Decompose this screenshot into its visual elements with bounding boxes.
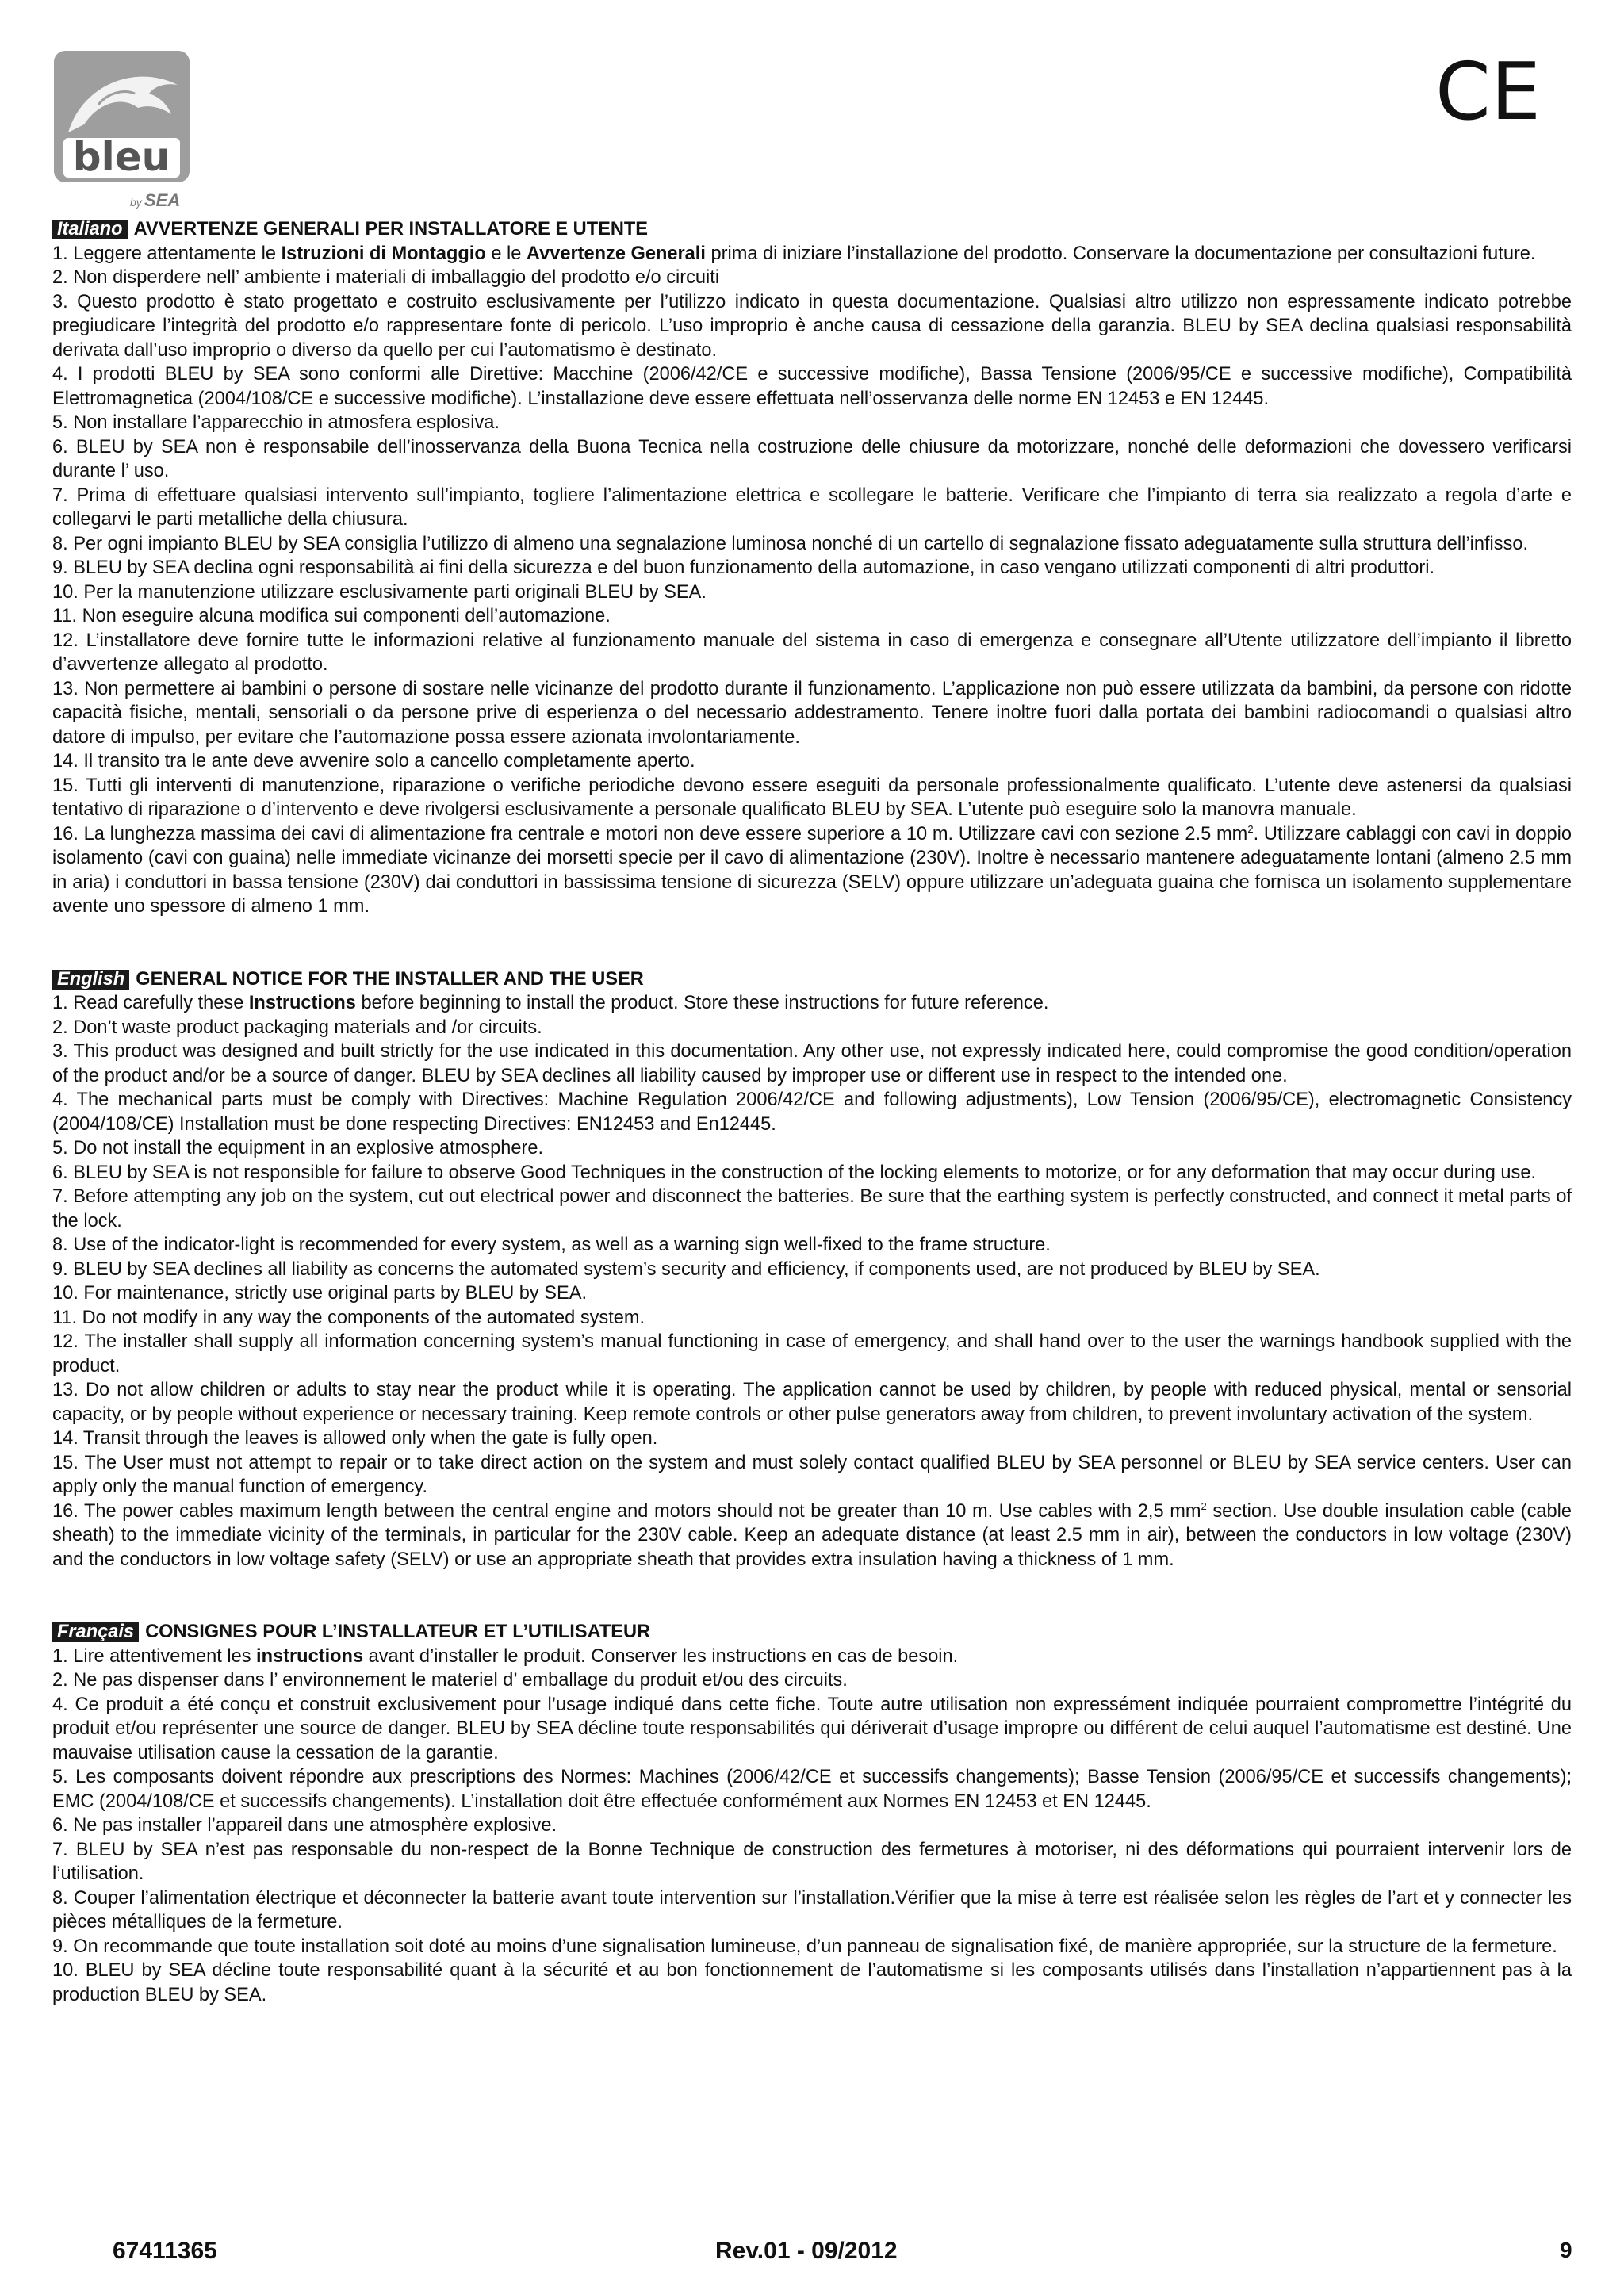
- section-title: CONSIGNES POUR L’INSTALLATEUR ET L’UTILISATEUR: [145, 1622, 651, 1642]
- notice-item: 11. Do not modify in any way the components of the automated system.: [52, 1307, 645, 1328]
- text-run: before beginning to install the product. Store these instructions for future reference.: [355, 993, 1049, 1013]
- ce-mark: [1435, 45, 1542, 138]
- notice-item: [52, 1645, 1572, 1669]
- language-badge: English: [52, 970, 129, 990]
- notice-item: [52, 822, 1572, 919]
- notice-item: 2. Don’t waste product packaging materials and /or circuits.: [52, 1017, 542, 1038]
- notice-item: [52, 1499, 1572, 1572]
- notice-item: 12. The installer shall supply all information concerning system’s manual functioning in case of emergency, and shall hand over to the user the warnings handbook supplied with the product.: [52, 1331, 1572, 1377]
- section-title: GENERAL NOTICE FOR THE INSTALLER AND THE USER: [136, 968, 644, 990]
- document-body: [52, 217, 1572, 2007]
- superscript: 2: [1247, 822, 1254, 835]
- section-heading: [52, 967, 1572, 992]
- ce-mark-text: CE: [1435, 45, 1542, 138]
- notice-item: 3. This product was designed and built strictly for the use indicated in this documentation. Any other use, not expressly indicated here, could compromise the good condition/operation of the product and/or be a source of danger. BLEU by SEA declines all liability caused by improper use or different use in respect to the intended one.: [52, 1041, 1572, 1086]
- section-heading: [52, 217, 1572, 242]
- notice-item: 6. BLEU by SEA non è responsabile dell’inosservanza della Buona Tecnica nella costruzione delle chiusure da motorizzare, nonché delle deformazioni che dovessero verificarsi durante l’ uso.: [52, 436, 1572, 481]
- notice-item: [52, 991, 1572, 1016]
- notice-item: 3. Questo prodotto è stato progettato e costruito esclusivamente per l’utilizzo indicato in questa documentazione. Qualsiasi altro utilizzo non espressamente indicato potrebbe pregiudicare l’integrità del prodotto e/o rappresentare fonte di pericolo. L’uso improprio è anche causa di cessazione della garanzia. BLEU by SEA declina qualsiasi responsabilità derivata dall’uso improprio o diverso da quello per cui l’automatismo è destinato.: [52, 291, 1572, 361]
- notice-item: 7. BLEU by SEA n’est pas responsable du non-respect de la Bonne Technique de construction des fermetures à motoriser, ni des déformations qui pourraient intervenir lors de l’utilisation.: [52, 1839, 1572, 1884]
- bleu-by-sea-logo: [52, 49, 191, 212]
- logo-by-text: by: [130, 196, 142, 209]
- emphasis-text: Instructions: [248, 993, 356, 1013]
- notice-item: 2. Ne pas dispenser dans l’ environnement le materiel d’ emballage du produit et/ou des circuits.: [52, 1670, 848, 1691]
- notice-item: [52, 242, 1572, 266]
- text-run: e le: [485, 243, 527, 264]
- notice-item: 7. Prima di effettuare qualsiasi intervento sull’impianto, togliere l’alimentazione elettrica e scollegare le batterie. Verificare che l’impianto di terra sia realizzato a regola d’arte e collegarvi le parti metalliche della chiusura.: [52, 484, 1572, 530]
- notice-item: 5. Do not install the equipment in an explosive atmosphere.: [52, 1138, 544, 1158]
- notice-item: 4. I prodotti BLEU by SEA sono conformi alle Direttive: Macchine (2006/42/CE e successive modifiche), Bassa Tensione (2006/95/CE e successive modifiche), Compatibilità Elettromagnetica (2004/108/CE e successive modifiche). L’installazione deve essere effettuata nell’osservanza delle norme EN 12453 e EN 12445.: [52, 364, 1572, 409]
- text-run: section. Use double insulation cable (cable sheath) to the immediate vicinity of the terminals, in particular for the 230V cable. Keep an adequate distance (at least 2.5 mm in air), between the conductors in low voltage (230V) and the conductors in low voltage safety (SELV) or use an appropriate sheath that provides extra insulation having a thickness of 1 mm.: [52, 1500, 1572, 1570]
- section-français: [52, 1620, 1572, 2007]
- notice-item: 10. BLEU by SEA décline toute responsabilité quant à la sécurité et au bon fonctionnement de l’automatisme si les composants utilisés dans l’installation n’appartiennent pas à la production BLEU by SEA.: [52, 1960, 1572, 2005]
- language-badge: Italiano: [52, 220, 128, 239]
- section-english: [52, 967, 1572, 1572]
- notice-item: 11. Non eseguire alcuna modifica sui componenti dell’automazione.: [52, 606, 611, 626]
- text-run: 16. La lunghezza massima dei cavi di alimentazione fra centrale e motori non deve essere superiore a 10 m. Utilizzare cavi con sezione 2.5 mm: [52, 823, 1248, 844]
- notice-item: 8. Use of the indicator-light is recommended for every system, as well as a warning sign well-fixed to the frame structure.: [52, 1235, 1051, 1255]
- page-number: 9: [1560, 2238, 1572, 2262]
- text-run: 1. Lire attentivement les: [52, 1645, 257, 1667]
- emphasis-text: instructions: [256, 1645, 364, 1667]
- emphasis-text: Avvertenze Generali: [526, 243, 706, 264]
- notice-item: 15. Tutti gli interventi di manutenzione, riparazione o verifiche periodiche devono essere eseguiti da personale professionalmente qualificato. L’utente deve astenersi da qualsiasi tentativo di riparazione o d’intervento e deve rivolgersi esclusivamente a personale qualificato BLEU by SEA. L’utente può eseguire solo la manovra manuale.: [52, 775, 1572, 820]
- notice-item: 13. Do not allow children or adults to stay near the product while it is operating. The application cannot be used by children, by people with reduced physical, mental or sensorial capacity, or by people without experience or necessary training. Keep remote controls or other pulse generators away from children, to prevent involuntary activation of the system.: [52, 1380, 1572, 1425]
- notice-item: 14. Transit through the leaves is allowed only when the gate is fully open.: [52, 1428, 658, 1449]
- emphasis-text: Istruzioni di Montaggio: [281, 243, 486, 264]
- text-run: prima di iniziare l’installazione del prodotto. Conservare la documentazione per consultazioni future.: [705, 243, 1536, 264]
- document-code: 67411365: [113, 2238, 217, 2264]
- notice-item: 2. Non disperdere nell’ ambiente i materiali di imballaggio del prodotto e/o circuiti: [52, 267, 720, 288]
- notice-item: 4. Ce produit a été conçu et construit exclusivement pour l’usage indiqué dans cette fiche. Toute autre utilisation non expressément indiquée pourraient compromettre l’intégrité du produit et/ou représenter une source de danger. BLEU by SEA décline toute responsabilités qui dériverait d’usage impropre ou différent de celui auquel l’automatisme est destiné. Une mauvaise utilisation cause la cessation de la garantie.: [52, 1694, 1572, 1764]
- notice-item: 10. Per la manutenzione utilizzare esclusivamente parti originali BLEU by SEA.: [52, 581, 707, 603]
- section-italiano: [52, 217, 1572, 919]
- notice-item: 8. Per ogni impianto BLEU by SEA consiglia l’utilizzo di almeno una segnalazione luminosa nonché di un cartello di segnalazione fissato adeguatamente sulla struttura dell’infisso.: [52, 533, 1529, 554]
- notice-item: 4. The mechanical parts must be comply with Directives: Machine Regulation 2006/42/CE and following adjustments), Low Tension (2006/95/CE), electromagnetic Consistency (2004/108/CE) Installation must be done respecting Directives: EN12453 and En12445.: [52, 1090, 1572, 1135]
- notice-item: 5. Non installare l’apparecchio in atmosfera esplosiva.: [52, 412, 500, 433]
- logo-brand-text: bleu: [72, 134, 170, 180]
- notice-item: 9. BLEU by SEA declina ogni responsabilità ai fini della sicurezza e del buon funzionamento della automazione, in caso vengano utilizzati componenti di altri produttori.: [52, 557, 1435, 578]
- text-run: 1. Read carefully these: [52, 993, 249, 1013]
- notice-item: 14. Il transito tra le ante deve avvenire solo a cancello completamente aperto.: [52, 751, 695, 772]
- revision-label: Rev.01 - 09/2012: [715, 2238, 898, 2264]
- section-title: AVVERTENZE GENERALI PER INSTALLATORE E UTENTE: [133, 219, 649, 239]
- text-run: 16. The power cables maximum length between the central engine and motors should not be greater than 10 m. Use cables with 2,5 mm: [52, 1500, 1201, 1522]
- notice-item: 7. Before attempting any job on the system, cut out electrical power and disconnect the batteries. Be sure that the earthing system is perfectly constructed, and connect it metal parts of the lock.: [52, 1186, 1572, 1231]
- logo-sea-text: SEA: [144, 190, 181, 210]
- notice-item: 6. Ne pas installer l’appareil dans une atmosphère explosive.: [52, 1815, 557, 1836]
- notice-item: 12. L’installatore deve fornire tutte le informazioni relative al funzionamento manuale del sistema in caso di emergenza e consegnare all’Utente utilizzatore dell’impianto il libretto d’avvertenze allegato al prodotto.: [52, 630, 1572, 675]
- text-run: 1. Leggere attentamente le: [52, 243, 282, 264]
- notice-item: 9. On recommande que toute installation soit doté au moins d’une signalisation lumineuse, d’un panneau de signalisation fixé, de manière appropriée, sur la structure de la fermeture.: [52, 1936, 1557, 1957]
- notice-item: 8. Couper l’alimentation électrique et déconnecter la batterie avant toute intervention sur l’installation.Vérifier que la mise à terre est réalisée selon les règles de l’art et y connecter les pièces métalliques de la fermeture.: [52, 1887, 1572, 1932]
- language-badge: Français: [52, 1622, 139, 1642]
- section-heading: [52, 1620, 1572, 1645]
- notice-item: 15. The User must not attempt to repair or to take direct action on the system and must solely contact qualified BLEU by SEA personnel or BLEU by SEA service centers. User can apply only the manual function of emergency.: [52, 1452, 1572, 1497]
- notice-item: 9. BLEU by SEA declines all liability as concerns the automated system’s security and efficiency, if components used, are not produced by BLEU by SEA.: [52, 1258, 1320, 1280]
- notice-item: 6. BLEU by SEA is not responsible for failure to observe Good Techniques in the construction of the locking elements to motorize, or for any deformation that may occur during use.: [52, 1162, 1537, 1183]
- text-run: avant d’installer le produit. Conserver les instructions en cas de besoin.: [363, 1645, 959, 1667]
- text-run: . Utilizzare cablaggi con cavi in doppio isolamento (cavi con guaina) nelle immediate vicinanze dei morsetti specie per il cavo di alimentazione (230V). Inoltre è necessario mantenere adeguatamente lontani (almeno 2.5 mm in aria) i conduttori in bassa tensione (230V) dai conduttori in bassissima tensione di sicurezza (SELV) oppure utilizzare un’adeguata guaina che fornisca un isolamento supplementare avente uno spessore di almeno 1 mm.: [52, 823, 1572, 917]
- notice-item: 13. Non permettere ai bambini o persone di sostare nelle vicinanze del prodotto durante il funzionamento. L’applicazione non può essere utilizzata da bambini, da persone con ridotte capacità fisiche, mentali, sensoriali o da persone prive di esperienza o del necessario addestramento. Tenere inoltre fuori dalla portata dei bambini radiocomandi o qualsiasi altro datore di impulso, per evitare che l’automazione possa essere azionata involontariamente.: [52, 678, 1572, 748]
- notice-item: 5. Les composants doivent répondre aux prescriptions des Normes: Machines (2006/42/CE et successifs changements); Basse Tension (2006/95/CE et successifs changements); EMC (2004/108/CE et successifs changements). L’installation doit être effectuée conformément aux Normes EN 12453 et EN 12445.: [52, 1767, 1572, 1812]
- page-footer: [0, 2238, 1624, 2269]
- notice-item: 10. For maintenance, strictly use original parts by BLEU by SEA.: [52, 1283, 588, 1304]
- superscript: 2: [1201, 1499, 1207, 1512]
